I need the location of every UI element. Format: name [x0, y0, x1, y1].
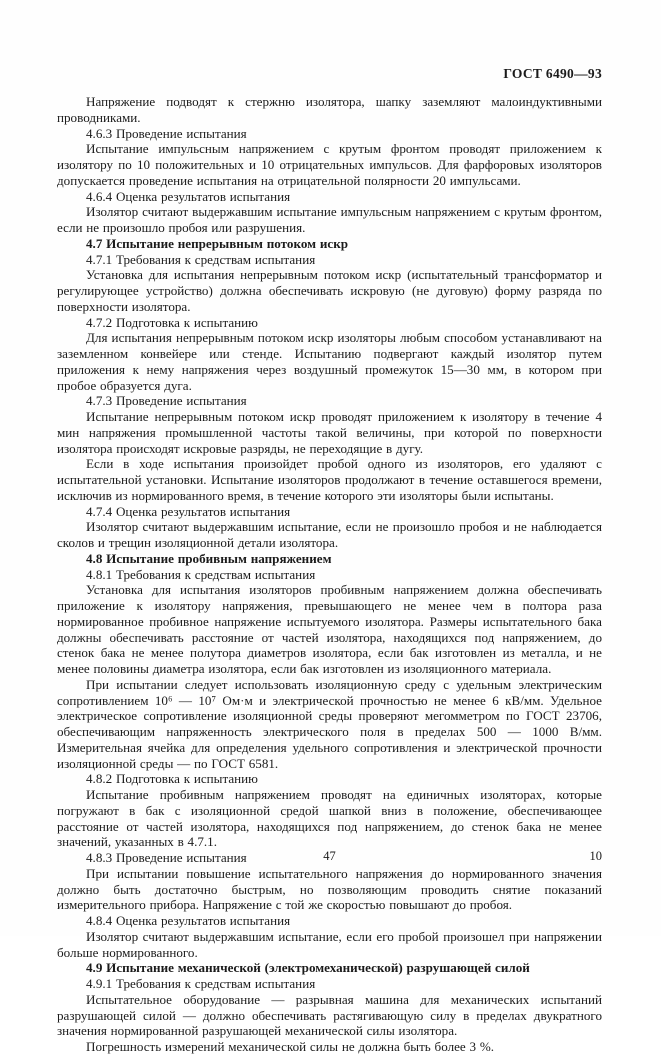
paragraph: Испытание непрерывным потоком искр проводят приложением к изолятору в течение 4 мин напряжения промышленной частоты такой величины, при которой по поверхности изолятора происходят искровые разряды, не переходящие в дугу.: [57, 409, 602, 456]
paragraph: Если в ходе испытания произойдет пробой одного из изоляторов, его удаляют с испытательной установки. Испытание изоляторов продолжают в течение оставшегося времени, исключив из нормированного время, в течение которого эти изоляторы были испытаны.: [57, 456, 602, 503]
paragraph: 4.7.4 Оценка результатов испытания: [86, 503, 291, 519]
section-heading: 4.7 Испытание непрерывным потоком искр: [86, 235, 349, 251]
paragraph: 4.8.1 Требования к средствам испытания: [86, 566, 316, 582]
paragraph: 4.8.2 Подготовка к испытанию: [86, 771, 258, 787]
paragraph: Испытательное оборудование — разрывная машина для механических испытаний разрушающей силой — должно обеспечивать растягивающую силу в пределах двукратного значения нормированной разрушающей механической силы изолятора.: [57, 991, 602, 1039]
section-heading: 4.9 Испытание механической (электромеханической) разрушающей силой: [86, 960, 530, 976]
page-number-right: 10: [589, 849, 602, 863]
paragraph: 4.8.3 Проведение испытания: [86, 850, 247, 865]
section-heading: 4.8 Испытание пробивным напряжением: [86, 550, 332, 566]
paragraph: Испытание импульсным напряжением с крутым фронтом проводят приложением к изолятору по 10 положительных и 10 отрицательных импульсов. Для фарфоровых изоляторов допускается проведение испытания на отрицательной полярности 20 импульсами.: [57, 141, 602, 188]
paragraph: 4.7.1 Требования к средствам испытания: [86, 251, 316, 267]
paragraph: При испытании повышение испытательного напряжения до нормированного значения должно быть достаточно быстрым, но позволяющим проводить снятие показаний измерительного прибора. Напряжение с той же скоростью повышают до пробоя.: [57, 865, 602, 913]
paragraph: При испытании следует использовать изоляционную среду с удельным электрическим сопротивлением 10⁶ — 10⁷ Ом·м и электрической прочностью не менее 6 кВ/мм. Удельное электрическое сопротивление изоляционной среды проверяют мегомметром по ГОСТ 23706, обеспечивающим напряженность электрического поля в пределах 500 — 1000 В/мм. Измерительная ячейка для определения удельного сопротивления и электрической прочности изоляционной среды — по ГОСТ 6581.: [57, 676, 602, 771]
paragraph: Изолятор считают выдержавшим испытание импульсным напряжением с крутым фронтом, если не произошло пробоя или разрушения.: [57, 204, 602, 235]
paragraph: Изолятор считают выдержавшим испытание, если его пробой произошел при напряжении больше нормированного.: [57, 928, 602, 960]
page-footer: [57, 849, 602, 865]
page-number-center: 47: [323, 849, 336, 863]
paragraph: Испытание пробивным напряжением проводят на единичных изоляторах, которые погружают в бак с изоляционной средой шапкой вниз в положение, обеспечивающее расстояние от частей изолятора, находящихся под напряжением, до стенок бака не менее значений, указанных в 4.7.1.: [57, 787, 602, 850]
paragraph: 4.6.4 Оценка результатов испытания: [86, 188, 291, 204]
paragraph: 4.6.3 Проведение испытания: [86, 125, 247, 141]
paragraph: Изолятор считают выдержавшим испытание, если не произошло пробоя и не наблюдается сколов и трещин изоляционной детали изолятора.: [57, 519, 602, 550]
paragraph: Для испытания непрерывным потоком искр изоляторы любым способом устанавливают на заземленном конвейере или стенде. Испытанию подвергают каждый изолятор путем приложения к нему напряжения через воздушный промежуток 15—30 мм, в котором при пробое образуется дуга.: [57, 330, 602, 393]
paragraph: Установка для испытания изоляторов пробивным напряжением должна обеспечивать приложение к изолятору напряжения, превышающего не менее чем в полтора раза нормированное пробивное напряжение испытуемого изолятора. Размеры испытательного бака должны обеспечивать расстояние от частей изолятора, находящихся под напряжением, до стенок бака не менее полутора диаметров изолятора, если бак изготовлен из металла, и не менее половины диаметра изолятора, если бак изготовлен из изоляционного материала.: [57, 582, 602, 676]
paragraph: 4.7.2 Подготовка к испытанию: [86, 314, 258, 330]
document-body: [57, 94, 602, 1055]
paragraph: Установка для испытания непрерывным потоком искр (испытательный трансформатор и регулирующее устройство) должна обеспечивать искровую (не дуговую) форму разряда по поверхности изолятора.: [57, 267, 602, 314]
paragraph: Погрешность измерений механической силы не должна быть более 3 %.: [86, 1039, 495, 1054]
paragraph: 4.9.1 Требования к средствам испытания: [86, 976, 316, 991]
paragraph: 4.7.3 Проведение испытания: [86, 393, 247, 409]
standard-number-header: ГОСТ 6490—93: [503, 66, 602, 81]
paragraph: 4.8.4 Оценка результатов испытания: [86, 913, 291, 928]
paragraph: Напряжение подводят к стержню изолятора, шапку заземляют малоиндуктивными проводниками.: [57, 94, 602, 125]
